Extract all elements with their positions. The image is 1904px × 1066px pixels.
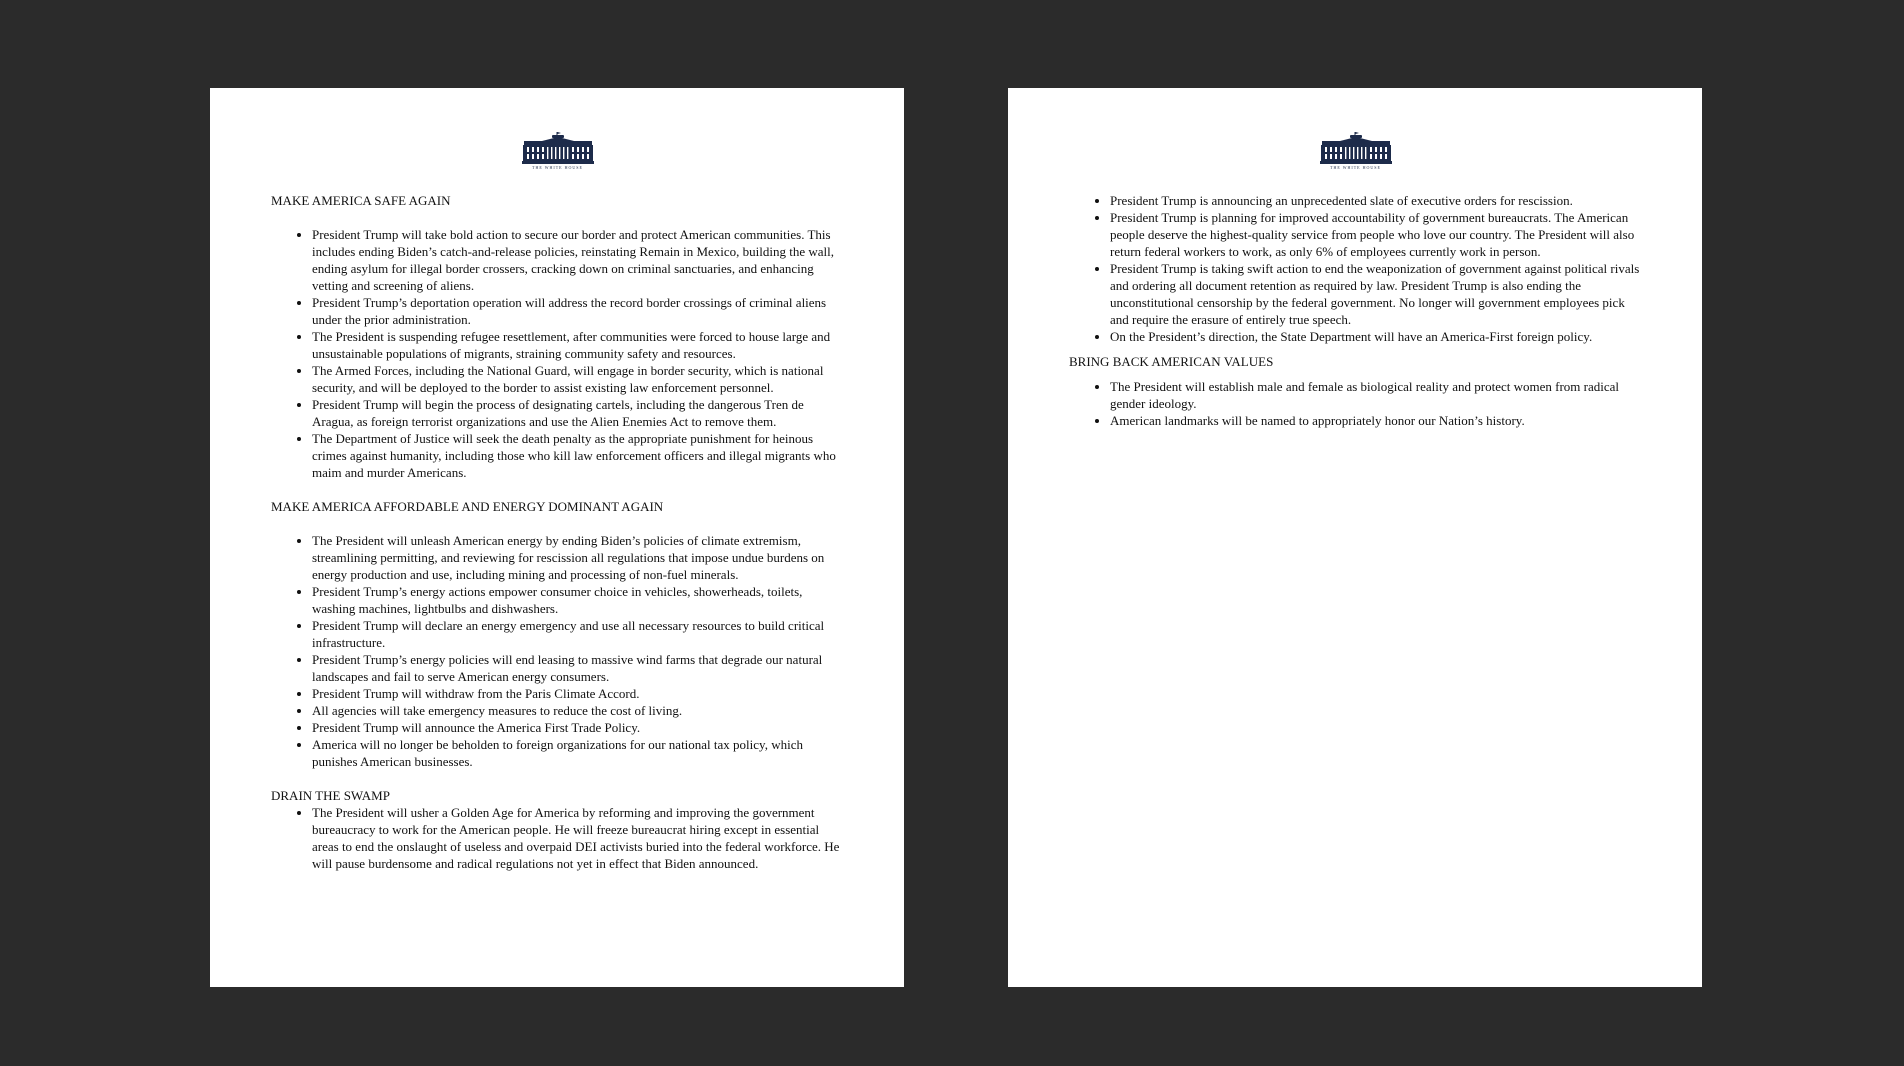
list-item: • President Trump’s energy policies will end leasing to massive wind farms that degrade our natural landscapes and fail to serve American energy consumers. bbox=[312, 651, 844, 685]
list-item: • The Department of Justice will seek the death penalty as the appropriate punishment for heinous crimes against humanity, including those who kill law enforcement officers and illegal migrants who maim and murder Americans. bbox=[312, 430, 844, 481]
list-item: • President Trump is taking swift action to end the weaponization of government against political rivals and ordering all document retention as required by law. President Trump is also ending the unconstitutional censorship by the federal government. No longer will government employees pick and require the erasure of entirely true speech. bbox=[1110, 260, 1642, 328]
list-item: • President Trump is announcing an unprecedented slate of executive orders for rescission. bbox=[1110, 192, 1642, 209]
white-house-icon bbox=[522, 132, 594, 164]
logo-caption: THE WHITE HOUSE bbox=[532, 165, 583, 170]
list-item: • President Trump will withdraw from the Paris Climate Accord. bbox=[312, 685, 844, 702]
white-house-logo bbox=[520, 132, 596, 170]
list-item: • President Trump will take bold action to secure our border and protect American communities. This includes ending Biden’s catch-and-release policies, reinstating Remain in Mexico, building the wall, ending asylum for illegal border crossers, cracking down on criminal sanctuaries, and enhancing vetting and screening of aliens. bbox=[312, 226, 844, 294]
logo-caption: THE WHITE HOUSE bbox=[1330, 165, 1381, 170]
list-item: • President Trump will declare an energy emergency and use all necessary resources to build critical infrastructure. bbox=[312, 617, 844, 651]
list-item: • The President will unleash American energy by ending Biden’s policies of climate extremism, streamlining permitting, and reviewing for rescission all regulations that impose undue burdens on energy production and use, including mining and processing of non-fuel minerals. bbox=[312, 532, 844, 583]
white-house-logo bbox=[1318, 132, 1394, 170]
white-house-icon bbox=[1320, 132, 1392, 164]
list-item: • President Trump will begin the process of designating cartels, including the dangerous Tren de Aragua, as foreign terrorist organizations and use the Alien Enemies Act to remove them. bbox=[312, 396, 844, 430]
bullet-list-safe bbox=[271, 226, 844, 481]
section-heading-values: BRING BACK AMERICAN VALUES bbox=[1069, 354, 1274, 369]
list-item: • All agencies will take emergency measures to reduce the cost of living. bbox=[312, 702, 844, 719]
section-heading-safe: MAKE AMERICA SAFE AGAIN bbox=[271, 193, 451, 208]
bullet-list-energy bbox=[271, 532, 844, 770]
list-item: • The President will establish male and female as biological reality and protect women from radical gender ideology. bbox=[1110, 378, 1642, 412]
list-item: • America will no longer be beholden to foreign organizations for our national tax policy, which punishes American businesses. bbox=[312, 736, 844, 770]
bullet-list-values bbox=[1069, 378, 1642, 429]
list-item: • American landmarks will be named to appropriately honor our Nation’s history. bbox=[1110, 412, 1642, 429]
list-item: • President Trump’s energy actions empower consumer choice in vehicles, showerheads, toilets, washing machines, lightbulbs and dishwashers. bbox=[312, 583, 844, 617]
document-page-2 bbox=[1008, 88, 1702, 987]
bullet-list-swamp bbox=[271, 804, 844, 872]
list-item: • President Trump will announce the America First Trade Policy. bbox=[312, 719, 844, 736]
section-heading-energy: MAKE AMERICA AFFORDABLE AND ENERGY DOMINANT AGAIN bbox=[271, 499, 664, 514]
list-item: • The President is suspending refugee resettlement, after communities were forced to house large and unsustainable populations of migrants, straining community safety and resources. bbox=[312, 328, 844, 362]
section-heading-swamp: DRAIN THE SWAMP bbox=[271, 788, 390, 803]
bullet-list-swamp-continued bbox=[1069, 192, 1642, 345]
list-item: • The Armed Forces, including the National Guard, will engage in border security, which is national security, and will be deployed to the border to assist existing law enforcement personnel. bbox=[312, 362, 844, 396]
list-item: • The President will usher a Golden Age for America by reforming and improving the government bureaucracy to work for the American people. He will freeze bureaucrat hiring except in essential areas to end the onslaught of useless and overpaid DEI activists buried into the federal workforce. He will pause burdensome and radical regulations not yet in effect that Biden announced. bbox=[312, 804, 844, 872]
list-item: • President Trump’s deportation operation will address the record border crossings of criminal aliens under the prior administration. bbox=[312, 294, 844, 328]
list-item: • On the President’s direction, the State Department will have an America-First foreign policy. bbox=[1110, 328, 1642, 345]
list-item: • President Trump is planning for improved accountability of government bureaucrats. The American people deserve the highest-quality service from people who love our country. The President will also return federal workers to work, as only 6% of employees currently work in person. bbox=[1110, 209, 1642, 260]
document-page-1 bbox=[210, 88, 904, 987]
